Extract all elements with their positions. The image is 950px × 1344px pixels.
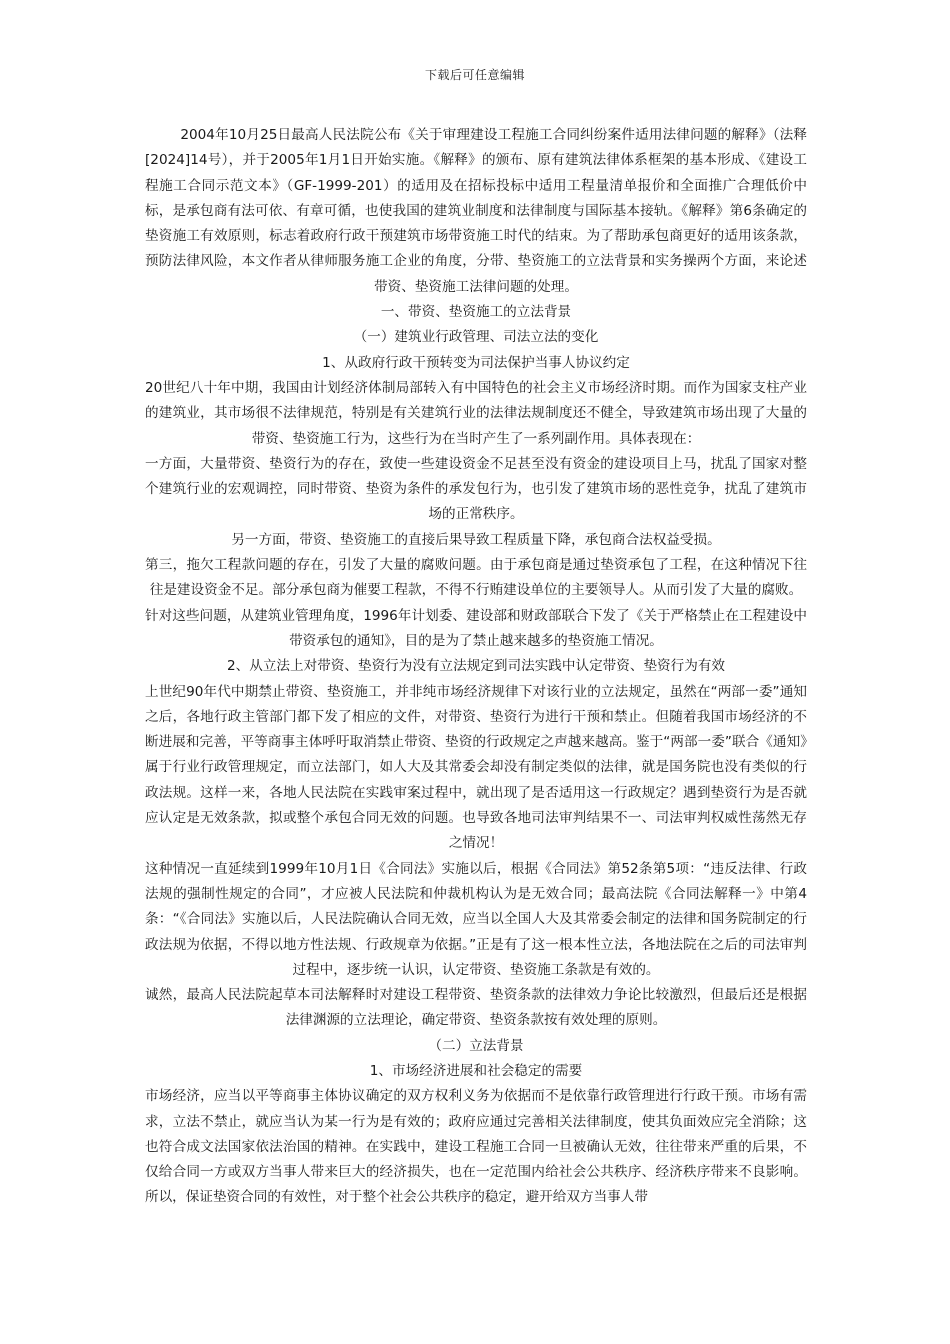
item-heading-3: 1、市场经济进展和社会稳定的需要 (369, 1062, 583, 1079)
paragraph: 第三，拖欠工程款问题的存在，引发了大量的腐败问题。由于承包商是通过垫资承包了工程，在这种情况下往往是建设资金不足。部分承包商为催要工程款，不得不行贿建设单位的主要领导人。从而引发了大量的腐败。 (145, 557, 807, 599)
item-heading-2: 2、从立法上对带资、垫资行为没有立法规定到司法实践中认定带资、垫资行为有效 (226, 658, 726, 675)
paragraph: 另一方面，带资、垫资施工的直接后果导致工程质量下降，承包商合法权益受损。 (231, 531, 721, 548)
paragraph: 上世纪90年代中期禁止带资、垫资施工，并非纯市场经济规律下对该行业的立法规定，虽然在“两部一委”通知之后，各地行政主管部门都下发了相应的文件，对带资、垫资行为进行干预和禁止。但随着我国市场经济的不断进展和完善，平等商事主体呼吁取消禁止带资、垫资的行政规定之声越来越高。鉴于“两部一委”联合《通知》属于行业行政管理规定，而立法部门，如人大及其常委会却没有制定类似的法律，就是国务院也没有类似的行政法规。这样一来，各地人民法院在实践审案过程中，就出现了是否适用这一行政规定？遇到垫资行为是否就应认定是无效条款，拟或整个承包合同无效的问题。也导致各地司法审判结果不一、司法审判权威性荡然无存之情况！ (145, 683, 808, 852)
subsection-heading-2: （二）立法背景 (428, 1037, 524, 1054)
paragraph: 市场经济，应当以平等商事主体协议确定的双方权利义务为依据而不是依靠行政管理进行行政干预。市场有需求，立法不禁止，就应当认为某一行为是有效的；政府应通过完善相关法律制度，使其负面效应完全消除；这也符合成文法国家依法治国的精神。在实践中，建设工程施工合同一旦被确认无效，往往带来严重的后果，不仅给合同一方或双方当事人带来巨大的经济损失，也在一定范围内给社会公共秩序、经济秩序带来不良影响。所以，保证垫资合同的有效性，对于整个社会公共秩序的稳定，避开给双方当事人带 (145, 1088, 807, 1206)
paragraph: 针对这些问题，从建筑业管理角度，1996年计划委、建设部和财政部联合下发了《关于严格禁止在工程建设中带资承包的通知》，目的是为了禁止越来越多的垫资施工情况。 (145, 607, 807, 649)
section-heading-1: 一、带资、垫资施工的立法背景 (380, 304, 572, 321)
paragraph: 这种情况一直延续到1999年10月1日《合同法》实施以后，根据《合同法》第52条第5项：“违反法律、行政法规的强制性规定的合同”，才应被人民法院和仲裁机构认为是无效合同；最高法院《合同法解释一》中第4条：“《合同法》实施以后，人民法院确认合同无效，应当以全国人大及其常委会制定的法律和国务院制定的行政法规为依据，不得以地方性法规、行政规章为依据。”正是有了这一根本性立法，各地法院在之后的司法审判过程中，逐步统一认识，认定带资、垫资施工条款是有效的。 (145, 860, 807, 978)
paragraph-intro: 2004年10月25日最高人民法院公布《关于审理建设工程施工合同纠纷案件适用法律问题的解释》（法释[2024]14号），并于2005年1月1日开始实施。《解释》的颁布、原有建筑法律体系框架的基本形成、《建设工程施工合同示范文本》（GF-1999-201）的适用及在招标投标中适用工程量清单报价和全面推广合理低价中标，是承包商有法可依、有章可循，也使我国的建筑业制度和法律制度与国际基本接轨。《解释》第6条确定的垫资施工有效原则，标志着政府行政干预建筑市场带资施工时代的结束。为了帮助承包商更好的适用该条款，预防法律风险，本文作者从律师服务施工企业的角度，分带、垫资施工的立法背景和实务操两个方面，来论述带资、垫资施工法律问题的处理。 (145, 127, 807, 295)
page-header: 下载后可任意编辑 (424, 68, 525, 82)
subsection-heading-1: （一）建筑业行政管理、司法立法的变化 (353, 329, 599, 346)
document-body (145, 123, 807, 1211)
paragraph: 20世纪八十年中期，我国由计划经济体制局部转入有中国特色的社会主义市场经济时期。而作为国家支柱产业的建筑业，其市场很不法律规范，特别是有关建筑行业的法律法规制度还不健全，导致建筑市场出现了大量的带资、垫资施工行为，这些行为在当时产生了一系列副作用。具体表现在： (145, 379, 807, 447)
item-heading-1: 1、从政府行政干预转变为司法保护当事人协议约定 (322, 354, 630, 371)
paragraph: 一方面，大量带资、垫资行为的存在，致使一些建设资金不足甚至没有资金的建设项目上马，扰乱了国家对整个建筑行业的宏观调控，同时带资、垫资为条件的承发包行为，也引发了建筑市场的恶性竞争，扰乱了建筑市场的正常秩序。 (145, 455, 807, 523)
paragraph: 诚然，最高人民法院起草本司法解释时对建设工程带资、垫资条款的法律效力争论比较激烈，但最后还是根据法律渊源的立法理论，确定带资、垫资条款按有效处理的原则。 (145, 987, 807, 1029)
